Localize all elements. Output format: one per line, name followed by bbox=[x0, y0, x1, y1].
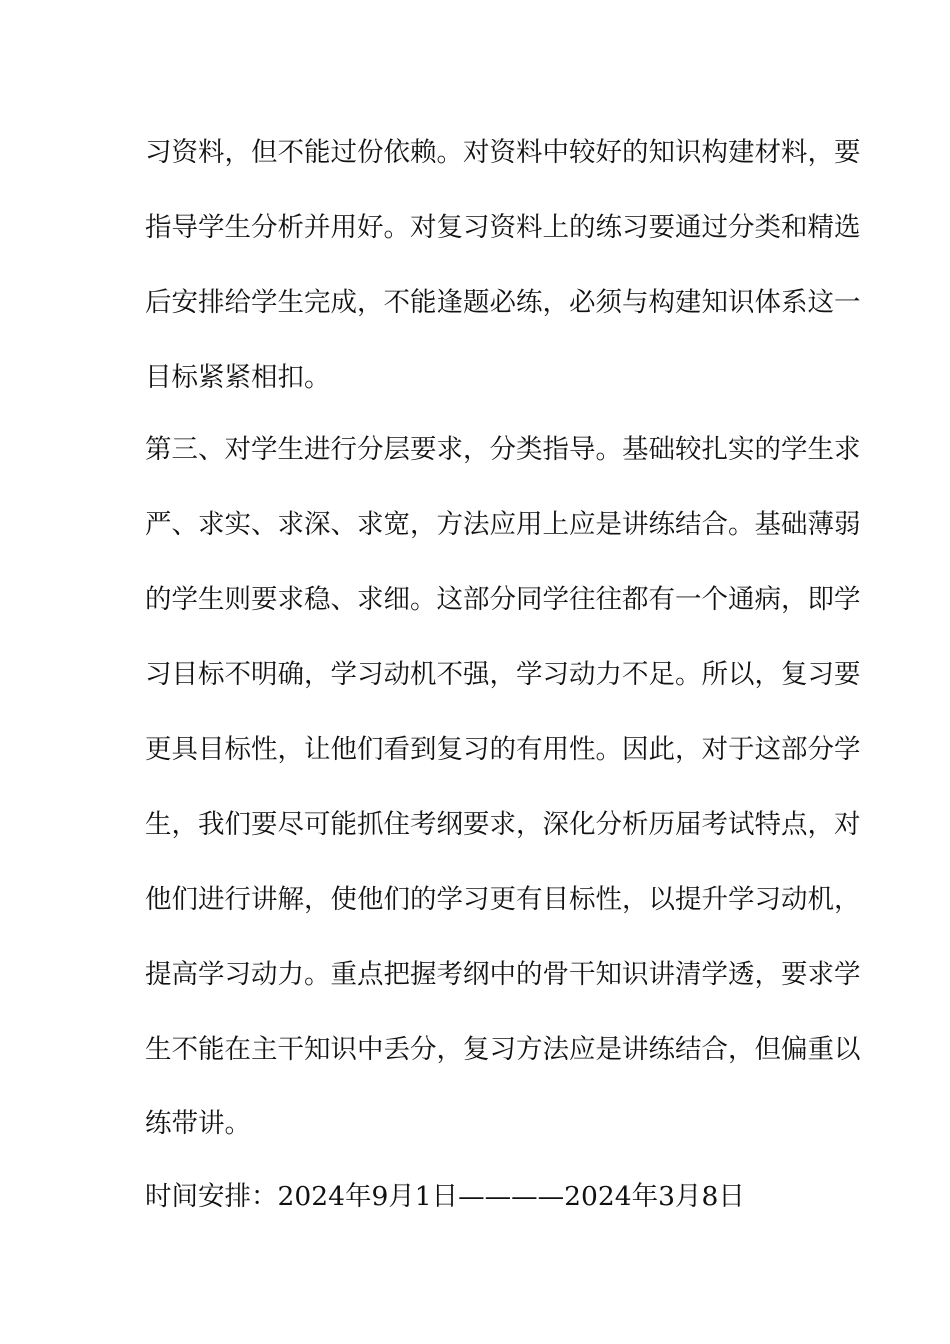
paragraph-line: 目标紧紧相扣。 bbox=[145, 362, 331, 393]
paragraph-line: 习资料，但不能过份依赖。对资料中较好的知识构建材料，要 bbox=[145, 137, 861, 168]
paragraph-line: 后安排给学生完成，不能逢题必练，必须与构建知识体系这一 bbox=[145, 287, 861, 318]
paragraph-line: 指导学生分析并用好。对复习资料上的练习要通过分类和精选 bbox=[145, 212, 861, 243]
paragraph-line: 的学生则要求稳、求细。这部分同学往往都有一个通病，即学 bbox=[145, 584, 861, 615]
paragraph-line: 提高学习动力。重点把握考纲中的骨干知识讲清学透，要求学 bbox=[145, 959, 861, 990]
paragraph-line: 第三、对学生进行分层要求，分类指导。基础较扎实的学生求 bbox=[145, 434, 861, 465]
paragraph-line: 他们进行讲解，使他们的学习更有目标性，以提升学习动机， bbox=[145, 884, 861, 915]
paragraph-line: 习目标不明确，学习动机不强，学习动力不足。所以，复习要 bbox=[145, 659, 861, 690]
paragraph-line: 生，我们要尽可能抓住考纲要求，深化分析历届考试特点，对 bbox=[145, 809, 861, 840]
paragraph-line: 严、求实、求深、求宽，方法应用上应是讲练结合。基础薄弱 bbox=[145, 509, 861, 540]
paragraph-line: 更具目标性，让他们看到复习的有用性。因此，对于这部分学 bbox=[145, 734, 861, 765]
paragraph-line: 练带讲。 bbox=[145, 1108, 251, 1139]
paragraph-line: 生不能在主干知识中丢分，复习方法应是讲练结合，但偏重以 bbox=[145, 1034, 861, 1065]
schedule-line: 时间安排：2024年9月1日————2024年3月8日 bbox=[145, 1181, 745, 1212]
